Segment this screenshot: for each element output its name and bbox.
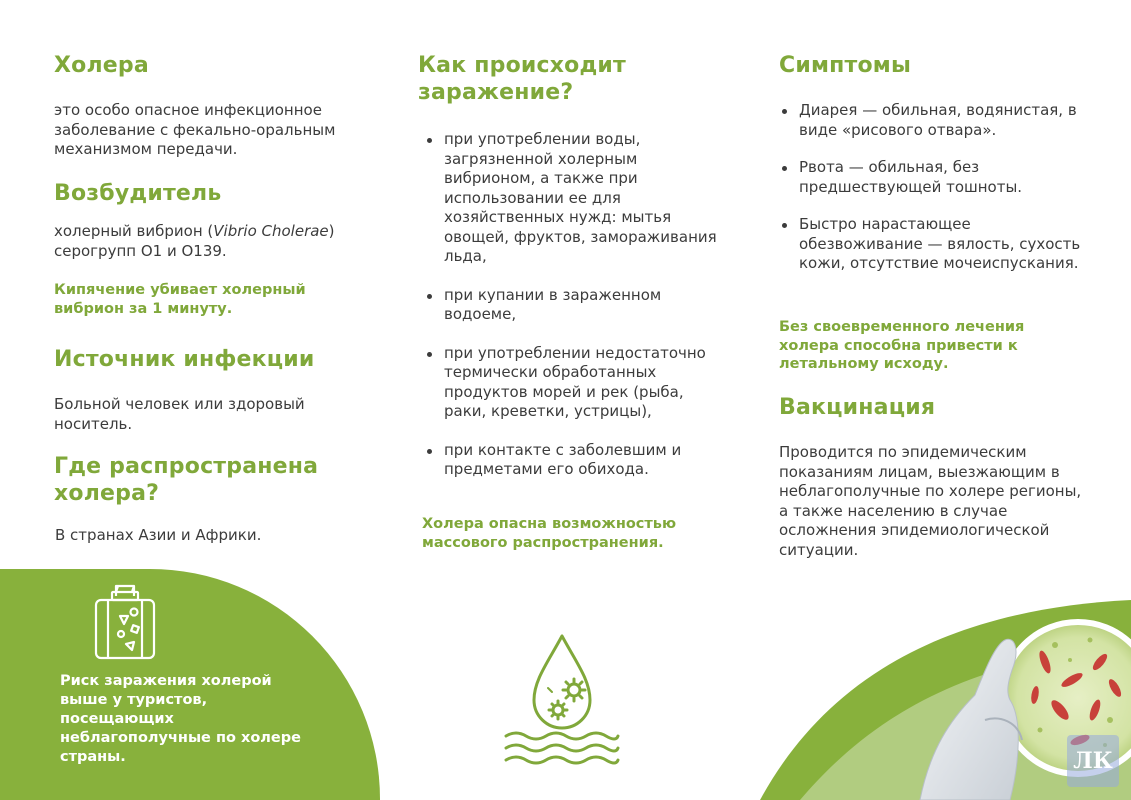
symptoms-list bbox=[779, 101, 1089, 274]
infection-title: Как происходит заражение? bbox=[418, 53, 626, 105]
list-item: при контакте с заболевшим и предметами его обихода. bbox=[424, 441, 724, 480]
tourist-risk-note: Риск заражения холерой выше у туристов, посещающих неблагополучные по холере страны. bbox=[60, 673, 301, 765]
list-item: Диарея — обильная, водянистая, в виде «рисового отвара». bbox=[779, 101, 1089, 140]
agent-text: холерный вибрион (Vibrio Cholerae) серогрупп О1 и О139. bbox=[54, 222, 335, 260]
where-title: Где распространена холера? bbox=[54, 454, 319, 506]
suitcase-icon bbox=[90, 582, 160, 662]
treatment-note: Без своевременного лечения холера способна привести к летальному исходу. bbox=[779, 319, 1025, 372]
symptoms-title: Симптомы bbox=[779, 53, 912, 78]
vaccination-title: Вакцинация bbox=[779, 395, 936, 420]
where-text: В странах Азии и Африки. bbox=[55, 526, 262, 544]
source-text: Больной человек или здоровый носитель. bbox=[54, 395, 305, 433]
logo: ЛК bbox=[1067, 735, 1119, 787]
source-title: Источник инфекции bbox=[54, 347, 315, 372]
vaccination-text: Проводится по эпидемическим показаниям лицам, выезжающим в неблагополучные по холере регионы, а также населению в случае осложнения эпидемиологической ситуации. bbox=[779, 443, 1082, 559]
list-item: при купании в зараженном водоеме, bbox=[424, 286, 724, 325]
list-item: при употреблении воды, загрязненной холерным вибрионом, а также при использовании ее для хозяйственных нужд: мытья овощей, фруктов, замораживания льда, bbox=[424, 130, 724, 267]
cholera-description: это особо опасное инфекционное заболевание с фекально-оральным механизмом передачи. bbox=[54, 101, 336, 158]
water-drop-bacteria-icon bbox=[502, 632, 622, 767]
mass-spread-note: Холера опасна возможностью массового распространения. bbox=[422, 516, 677, 551]
agent-title: Возбудитель bbox=[54, 181, 222, 206]
list-item: Быстро нарастающее обезвоживание — вялость, сухость кожи, отсутствие мочеиспускания. bbox=[779, 215, 1089, 274]
boiling-note: Кипячение убивает холерный вибрион за 1 минуту. bbox=[54, 282, 306, 317]
agent-latin-name: Vibrio Cholerae bbox=[213, 222, 329, 240]
list-item: Рвота — обильная, без предшествующей тошноты. bbox=[779, 158, 1089, 197]
list-item: при употреблении недостаточно термически обработанных продуктов морей и рек (рыба, раки, креветки, устрицы), bbox=[424, 344, 724, 422]
cholera-title: Холера bbox=[54, 53, 149, 78]
infection-ways-list bbox=[424, 130, 724, 480]
